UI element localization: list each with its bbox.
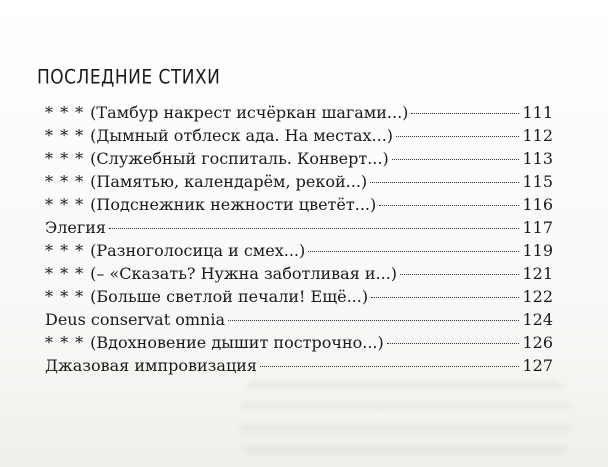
table-of-contents [45,101,553,377]
toc-entry[interactable] [45,239,553,262]
toc-entry-text: Deus conservat omnia [45,310,225,329]
toc-entry-text: (Разноголосица и смех...) [90,241,306,260]
toc-entry-title [45,331,384,354]
toc-entry-text: (Тамбур накрест исчёркан шагами...) [90,103,409,122]
toc-entry-page: 117 [522,218,553,237]
toc-entry-title [45,101,408,124]
toc-entry-page: 119 [522,241,553,260]
dot-leader [411,113,519,114]
section-title: ПОСЛЕДНИЕ СТИХИ [37,66,221,89]
toc-entry[interactable] [45,101,553,124]
dot-leader [392,159,520,160]
toc-entry-stars: * * * [45,195,85,214]
toc-entry[interactable] [45,193,553,216]
dot-leader [400,274,519,275]
toc-entry-text: (Дымный отблеск ада. На местах...) [90,126,394,145]
toc-entry-title [45,262,397,285]
toc-entry[interactable] [45,170,553,193]
toc-entry-text: Джазовая импровизация [45,356,257,375]
show-through-shadow [240,380,570,460]
toc-entry-text: (Больше светлой печали! Ещё...) [90,287,369,306]
toc-entry-title [45,285,368,308]
toc-entry-page: 124 [522,310,553,329]
toc-entry[interactable] [45,308,553,331]
toc-entry-text: (Памятью, календарём, рекой...) [90,172,368,191]
toc-entry-page: 122 [522,287,553,306]
toc-entry-title [45,170,367,193]
toc-entry-title [45,308,225,331]
toc-entry-stars: * * * [45,287,85,306]
toc-entry-text: (– «Сказать? Нужна заботливая и...) [90,264,398,283]
toc-entry-title [45,239,305,262]
toc-entry-title [45,124,393,147]
toc-entry-stars: * * * [45,149,85,168]
dot-leader [109,228,519,229]
toc-entry-page: 126 [522,333,553,352]
toc-entry[interactable] [45,285,553,308]
toc-entry-stars: * * * [45,333,85,352]
toc-entry-stars: * * * [45,241,85,260]
toc-entry-page: 121 [522,264,553,283]
toc-entry-title [45,216,106,239]
dot-leader [371,297,519,298]
toc-entry-title [45,193,376,216]
toc-entry-text: (Служебный госпиталь. Конверт...) [90,149,389,168]
toc-entry-stars: * * * [45,126,85,145]
toc-entry[interactable] [45,262,553,285]
dot-leader [308,251,519,252]
toc-entry[interactable] [45,124,553,147]
toc-entry-text: Элегия [45,218,107,237]
toc-entry-page: 112 [522,126,553,145]
toc-entry-title [45,354,257,377]
toc-entry-text: (Подснежник нежности цветёт...) [90,195,377,214]
toc-entry-page: 113 [522,149,553,168]
toc-entry-page: 115 [522,172,553,191]
dot-leader [379,205,519,206]
dot-leader [228,320,519,321]
dot-leader [260,366,519,367]
toc-entry-text: (Вдохновение дышит построчно...) [90,333,384,352]
toc-entry-page: 127 [522,356,553,375]
toc-entry-stars: * * * [45,103,85,122]
dot-leader [396,136,519,137]
toc-entry-page: 111 [522,103,553,122]
dot-leader [370,182,519,183]
toc-entry[interactable] [45,147,553,170]
toc-entry-title [45,147,389,170]
toc-entry[interactable] [45,354,553,377]
toc-entry-stars: * * * [45,264,85,283]
toc-entry-page: 116 [522,195,553,214]
dot-leader [387,343,520,344]
toc-entry[interactable] [45,331,553,354]
toc-entry[interactable] [45,216,553,239]
toc-entry-stars: * * * [45,172,85,191]
